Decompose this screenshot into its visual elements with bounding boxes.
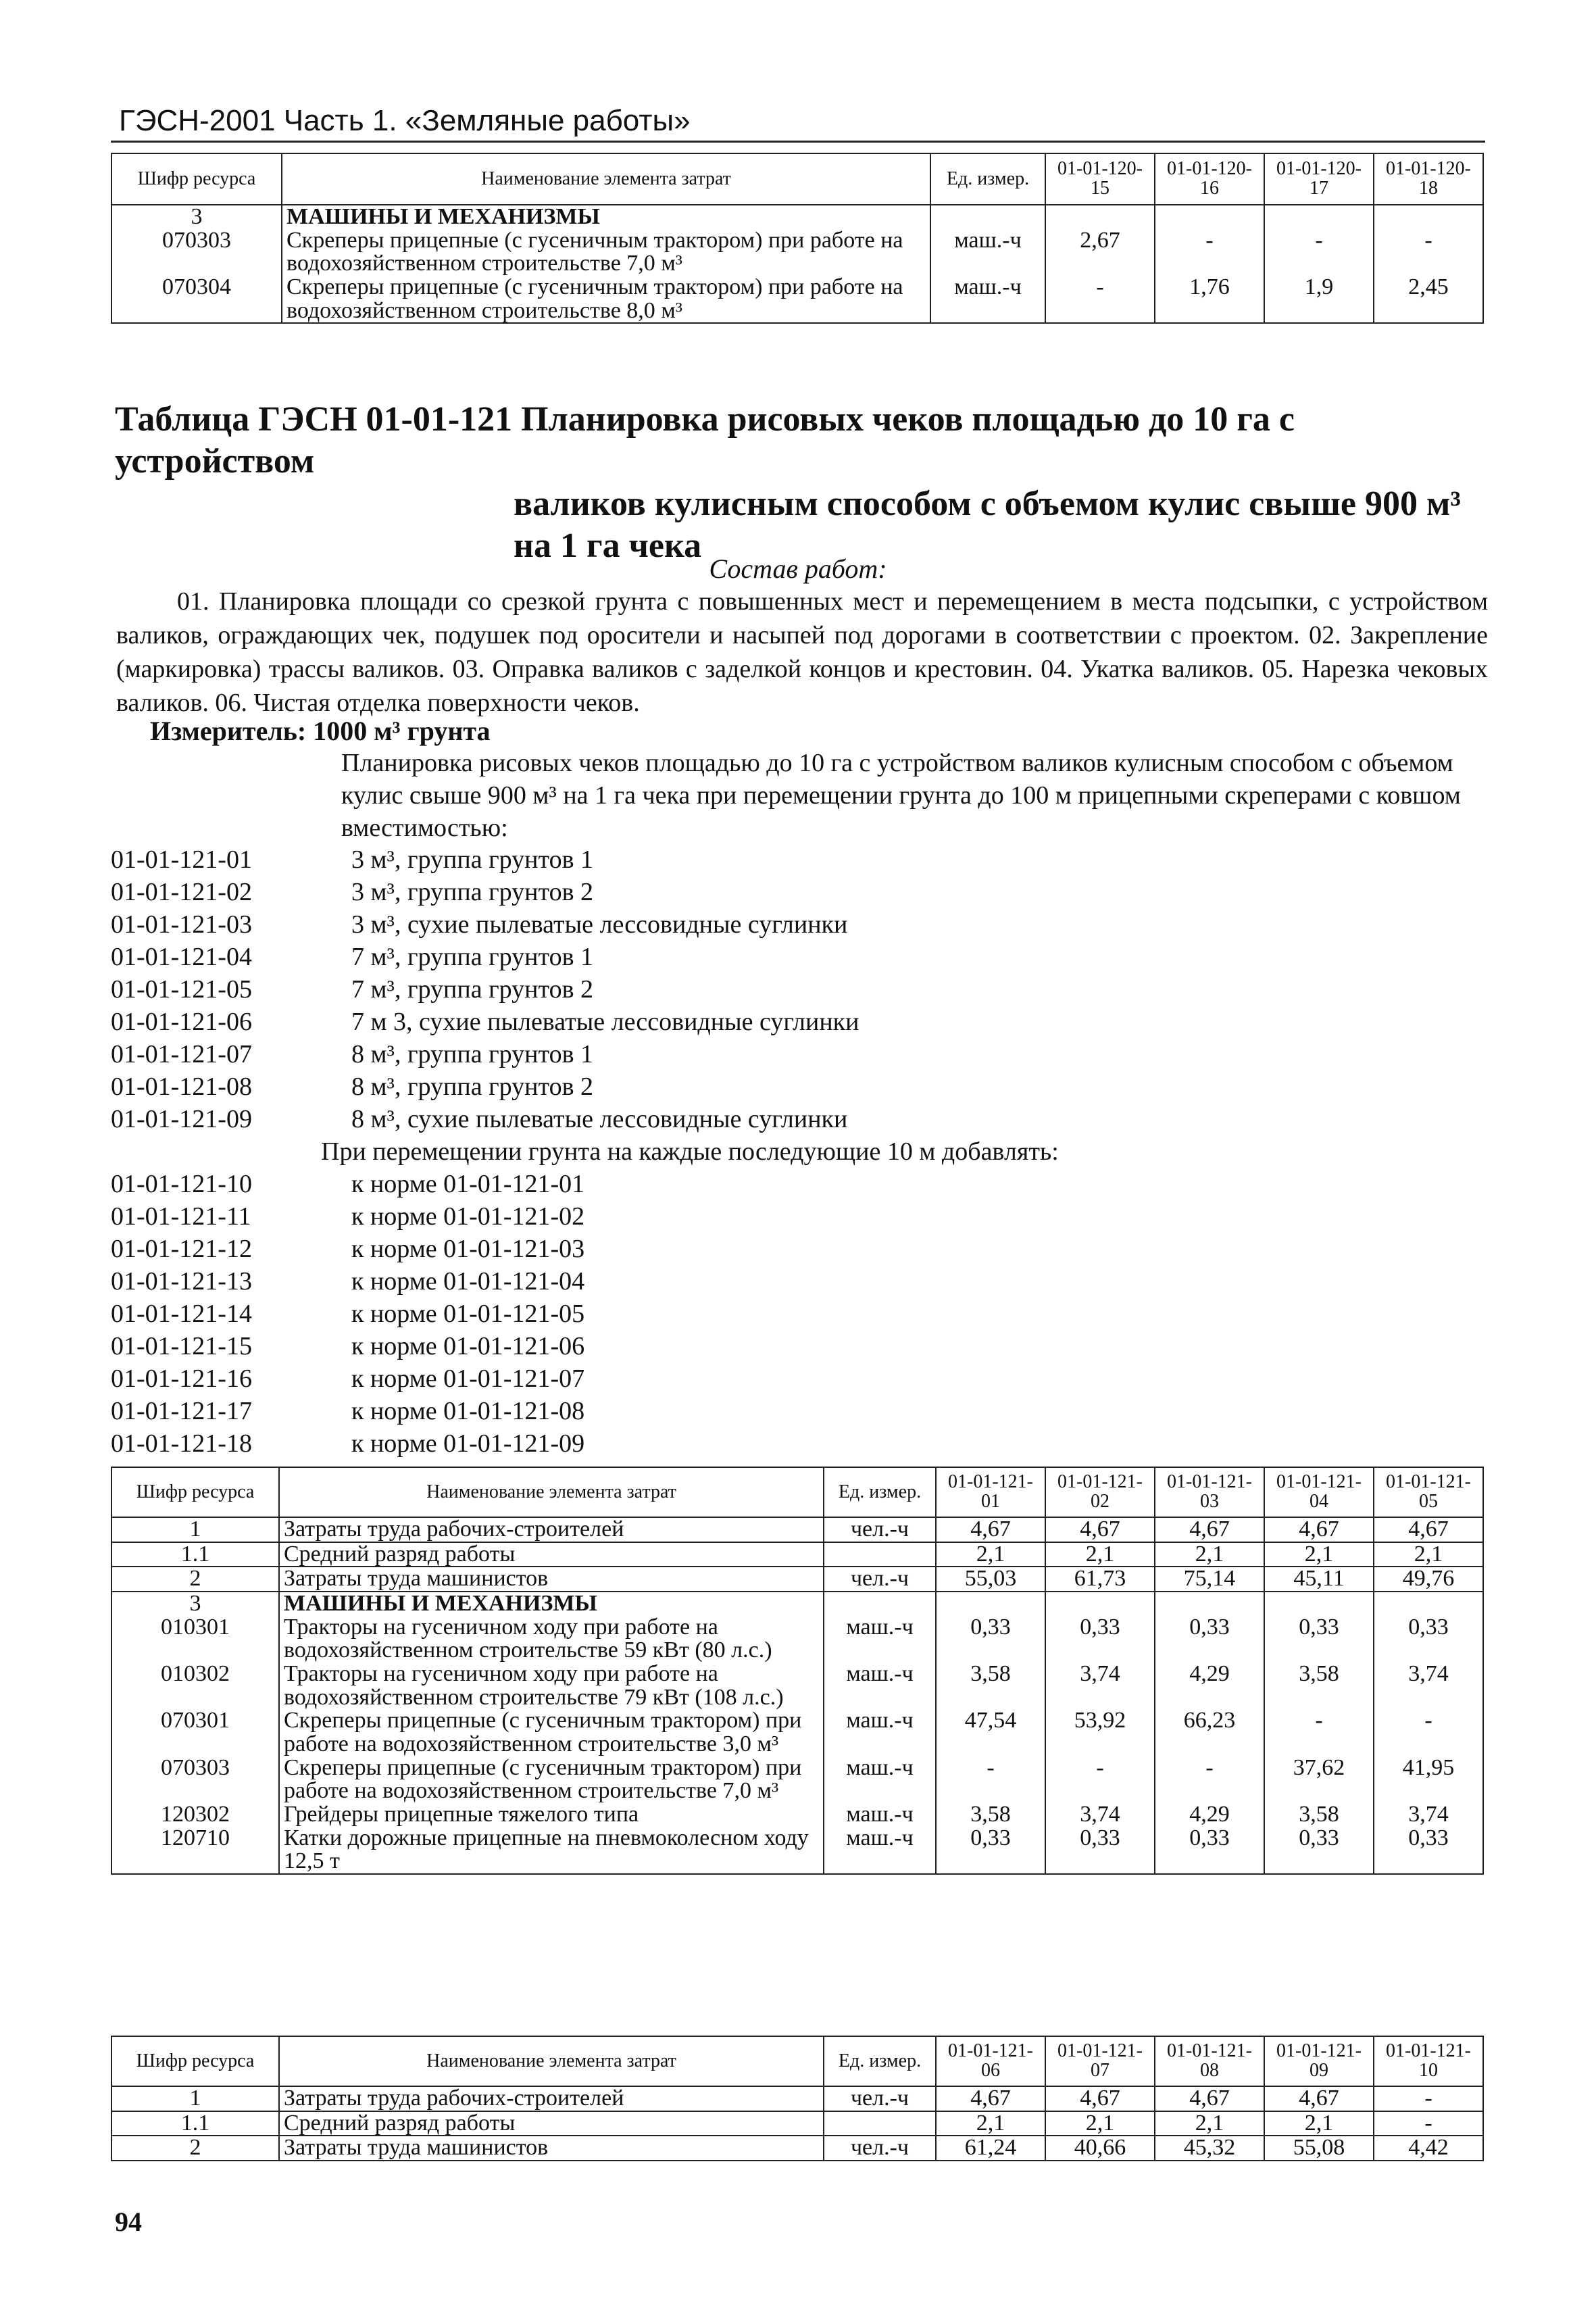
resource-code-cell: 070303 xyxy=(111,229,282,276)
value-cell: 3,58 xyxy=(1264,1663,1374,1709)
norm-column-header: 01-01-120-17 xyxy=(1264,153,1374,205)
unit-cell xyxy=(930,205,1045,229)
table-row xyxy=(111,276,1483,323)
norm-code: 01-01-121-17 xyxy=(111,1397,252,1425)
column-header: Наименование элемента затрат xyxy=(279,1467,824,1517)
unit-cell: чел.-ч xyxy=(824,1517,936,1542)
value-cell: - xyxy=(1374,229,1483,276)
table-row xyxy=(111,1827,1483,1874)
value-cell: - xyxy=(1155,1756,1264,1803)
column-header: Шифр ресурса xyxy=(111,2036,279,2086)
value-cell: 2,1 xyxy=(1045,2111,1155,2136)
norm-column-header: 01-01-121-10 xyxy=(1374,2036,1483,2086)
norm-code: 01-01-121-04 xyxy=(111,943,252,971)
value-cell: 0,33 xyxy=(1155,1616,1264,1663)
value-cell: 0,33 xyxy=(1264,1827,1374,1874)
table-row xyxy=(111,2086,1483,2111)
table-row xyxy=(111,1663,1483,1709)
column-header: Шифр ресурса xyxy=(111,1467,279,1517)
resource-code-cell: 1 xyxy=(111,2086,279,2111)
value-cell: 2,1 xyxy=(1155,1542,1264,1567)
resource-code-cell: 1.1 xyxy=(111,2111,279,2136)
norm-description: 3 м³, сухие пылеватые лессовидные суглинки xyxy=(351,910,848,939)
value-cell: 45,11 xyxy=(1264,1567,1374,1592)
spacer xyxy=(111,1135,252,1168)
value-cell: 1,76 xyxy=(1155,276,1264,323)
norm-code: 01-01-121-12 xyxy=(111,1235,252,1263)
value-cell: - xyxy=(1264,1709,1374,1756)
value-cell: - xyxy=(1155,229,1264,276)
value-cell: 0,33 xyxy=(936,1616,1045,1663)
table-row xyxy=(111,1616,1483,1663)
value-cell: 1,9 xyxy=(1264,276,1374,323)
norm-description: к норме 01-01-121-02 xyxy=(351,1202,585,1231)
resource-code-cell: 1 xyxy=(111,1517,279,1542)
table-row xyxy=(111,2111,1483,2136)
cost-element-cell: Затраты труда рабочих-строителей xyxy=(279,2086,824,2111)
value-cell: 2,1 xyxy=(1264,1542,1374,1567)
norm-code: 01-01-121-07 xyxy=(111,1040,252,1068)
norm-column-header: 01-01-121-05 xyxy=(1374,1467,1483,1517)
table-row xyxy=(111,1542,1483,1567)
unit-cell: маш.-ч xyxy=(824,1756,936,1803)
unit-cell: маш.-ч xyxy=(824,1827,936,1874)
cost-element-cell: Средний разряд работы xyxy=(279,2111,824,2136)
norm-description: 7 м³, группа грунтов 1 xyxy=(351,943,594,971)
value-cell: 2,1 xyxy=(1374,1542,1483,1567)
norm-column-header: 01-01-121-06 xyxy=(936,2036,1045,2086)
unit-cell: маш.-ч xyxy=(930,229,1045,276)
cost-element-cell: Затраты труда машинистов xyxy=(279,2136,824,2161)
norm-code: 01-01-121-08 xyxy=(111,1073,252,1101)
norm-code: 01-01-121-09 xyxy=(111,1105,252,1133)
norm-code: 01-01-121-02 xyxy=(111,878,252,906)
cost-element-cell: Грейдеры прицепные тяжелого типа xyxy=(279,1803,824,1827)
norm-description: к норме 01-01-121-07 xyxy=(351,1364,585,1393)
norm-column-header: 01-01-120-18 xyxy=(1374,153,1483,205)
value-cell: 2,1 xyxy=(1155,2111,1264,2136)
norm-description: к норме 01-01-121-06 xyxy=(351,1332,585,1360)
value-cell: 61,73 xyxy=(1045,1567,1155,1592)
norm-description: к норме 01-01-121-03 xyxy=(351,1235,585,1263)
resource-code-cell: 1.1 xyxy=(111,1542,279,1567)
table-row xyxy=(111,1709,1483,1756)
measure-unit: Измеритель: 1000 м³ грунта xyxy=(150,716,491,746)
value-cell: 55,08 xyxy=(1264,2136,1374,2161)
cost-element-cell: Затраты труда машинистов xyxy=(279,1567,824,1592)
norm-description: к норме 01-01-121-09 xyxy=(351,1429,585,1458)
unit-cell xyxy=(824,1542,936,1567)
norm-description: 7 м³, группа грунтов 2 xyxy=(351,975,594,1004)
unit-cell xyxy=(824,1592,936,1616)
page-number: 94 xyxy=(115,2207,142,2237)
resource-code-cell: 010302 xyxy=(111,1663,279,1709)
norm-column-header: 01-01-121-01 xyxy=(936,1467,1045,1517)
unit-cell: маш.-ч xyxy=(824,1616,936,1663)
table-row xyxy=(111,229,1483,276)
addition-note: При перемещении грунта на каждые последующие 10 м добавлять: xyxy=(321,1137,1059,1166)
value-cell: 49,76 xyxy=(1374,1567,1483,1592)
norm-column-header: 01-01-121-03 xyxy=(1155,1467,1264,1517)
norm-description: к норме 01-01-121-01 xyxy=(351,1170,585,1198)
cost-element-cell: Скреперы прицепные (с гусеничным трактором) при работе на водохозяйственном строительстве 7,0 м³ xyxy=(279,1756,824,1803)
column-header: Шифр ресурса xyxy=(111,153,282,205)
column-header: Ед. измер. xyxy=(824,2036,936,2086)
table-title-line-1: Таблица ГЭСН 01-01-121 Планировка рисовых чеков площадью до 10 га с устройством xyxy=(115,400,1295,481)
norm-column-header: 01-01-121-08 xyxy=(1155,2036,1264,2086)
table-row xyxy=(111,1803,1483,1827)
value-cell: 2,1 xyxy=(1045,1542,1155,1567)
column-header: Ед. измер. xyxy=(930,153,1045,205)
norm-description: к норме 01-01-121-04 xyxy=(351,1267,585,1296)
norm-description: 3 м³, группа грунтов 1 xyxy=(351,845,594,874)
norm-column-header: 01-01-121-02 xyxy=(1045,1467,1155,1517)
norm-code: 01-01-121-06 xyxy=(111,1008,252,1036)
cost-element-cell: Скреперы прицепные (с гусеничным трактором) при работе на водохозяйственном строительстве 3,0 м³ xyxy=(279,1709,824,1756)
unit-cell: чел.-ч xyxy=(824,2136,936,2161)
value-cell: 45,32 xyxy=(1155,2136,1264,2161)
cost-element-cell: Тракторы на гусеничном ходу при работе на водохозяйственном строительстве 79 кВт (108 л.с.) xyxy=(279,1663,824,1709)
value-cell: 2,1 xyxy=(936,2111,1045,2136)
value-cell: 3,74 xyxy=(1374,1663,1483,1709)
value-cell xyxy=(1155,1592,1264,1616)
composition-heading: Состав работ: xyxy=(709,553,887,584)
norm-descriptions-column xyxy=(321,843,1059,1460)
value-cell: - xyxy=(1374,2111,1483,2136)
value-cell: 4,29 xyxy=(1155,1663,1264,1709)
resource-code-cell: 120302 xyxy=(111,1803,279,1827)
norm-column-header: 01-01-121-07 xyxy=(1045,2036,1155,2086)
norm-code: 01-01-121-03 xyxy=(111,910,252,939)
value-cell: 0,33 xyxy=(1155,1827,1264,1874)
value-cell: 0,33 xyxy=(1045,1616,1155,1663)
resource-code-cell: 010301 xyxy=(111,1616,279,1663)
unit-cell: маш.-ч xyxy=(930,276,1045,323)
value-cell: 2,45 xyxy=(1374,276,1483,323)
value-cell xyxy=(1045,205,1155,229)
resource-code-cell: 3 xyxy=(111,205,282,229)
value-cell xyxy=(1264,1592,1374,1616)
norm-code: 01-01-121-18 xyxy=(111,1429,252,1458)
value-cell xyxy=(1045,1592,1155,1616)
norm-code: 01-01-121-13 xyxy=(111,1267,252,1296)
norm-code: 01-01-121-05 xyxy=(111,975,252,1004)
resource-table-121-b xyxy=(111,2036,1484,2161)
resource-code-cell: 120710 xyxy=(111,1827,279,1874)
value-cell: - xyxy=(1045,276,1155,323)
value-cell: 3,74 xyxy=(1374,1803,1483,1827)
value-cell: - xyxy=(1374,2086,1483,2111)
value-cell: 4,67 xyxy=(936,2086,1045,2111)
norm-code: 01-01-121-16 xyxy=(111,1364,252,1393)
unit-cell: маш.-ч xyxy=(824,1803,936,1827)
norm-intro: Планировка рисовых чеков площадью до 10 га с устройством валиков кулисным способом с объемом кулис свыше 900 м³ на 1 га чека при перемещении грунта до 100 м прицепными скреперами с ковшом вместимостью: xyxy=(341,749,1461,842)
value-cell: 4,29 xyxy=(1155,1803,1264,1827)
norm-column-header: 01-01-121-09 xyxy=(1264,2036,1374,2086)
cost-element-cell: Затраты труда рабочих-строителей xyxy=(279,1517,824,1542)
value-cell: 0,33 xyxy=(1045,1827,1155,1874)
value-cell: 2,67 xyxy=(1045,229,1155,276)
value-cell: 66,23 xyxy=(1155,1709,1264,1756)
value-cell: 4,67 xyxy=(1155,1517,1264,1542)
norm-description: 7 м 3, сухие пылеватые лессовидные суглинки xyxy=(351,1008,859,1036)
norm-description: 3 м³, группа грунтов 2 xyxy=(351,878,594,906)
value-cell: 4,67 xyxy=(1155,2086,1264,2111)
header-rule xyxy=(111,141,1485,143)
value-cell: 4,67 xyxy=(936,1517,1045,1542)
section-heading-cell: МАШИНЫ И МЕХАНИЗМЫ xyxy=(282,205,930,229)
value-cell: 2,1 xyxy=(1264,2111,1374,2136)
value-cell xyxy=(1155,205,1264,229)
value-cell: 53,92 xyxy=(1045,1709,1155,1756)
norm-code: 01-01-121-01 xyxy=(111,845,252,874)
norm-description: к норме 01-01-121-05 xyxy=(351,1300,585,1328)
norm-description: 8 м³, группа грунтов 1 xyxy=(351,1040,594,1068)
unit-cell: чел.-ч xyxy=(824,2086,936,2111)
unit-cell: маш.-ч xyxy=(824,1663,936,1709)
value-cell xyxy=(936,1592,1045,1616)
value-cell: - xyxy=(1045,1756,1155,1803)
resource-code-cell: 070301 xyxy=(111,1709,279,1756)
running-head: ГЭСН-2001 Часть 1. «Земляные работы» xyxy=(119,104,691,137)
value-cell: 55,03 xyxy=(936,1567,1045,1592)
column-header: Наименование элемента затрат xyxy=(282,153,930,205)
value-cell: 3,58 xyxy=(936,1663,1045,1709)
norm-code: 01-01-121-14 xyxy=(111,1300,252,1328)
value-cell: 0,33 xyxy=(1374,1827,1483,1874)
value-cell: 41,95 xyxy=(1374,1756,1483,1803)
value-cell: 3,74 xyxy=(1045,1663,1155,1709)
value-cell: 4,67 xyxy=(1264,1517,1374,1542)
unit-cell: чел.-ч xyxy=(824,1567,936,1592)
cost-element-cell: Катки дорожные прицепные на пневмоколесном ходу 12,5 т xyxy=(279,1827,824,1874)
norm-code: 01-01-121-15 xyxy=(111,1332,252,1360)
value-cell: 3,58 xyxy=(1264,1803,1374,1827)
resource-code-cell: 2 xyxy=(111,2136,279,2161)
norm-codes-column xyxy=(111,843,252,1460)
table-row xyxy=(111,2136,1483,2161)
norm-column-header: 01-01-120-15 xyxy=(1045,153,1155,205)
value-cell: 2,1 xyxy=(936,1542,1045,1567)
table-title-line-2: валиков кулисным способом с объемом кулис свыше 900 м³ на 1 га чека xyxy=(514,484,1461,566)
value-cell xyxy=(1374,205,1483,229)
value-cell: 47,54 xyxy=(936,1709,1045,1756)
unit-cell: маш.-ч xyxy=(824,1709,936,1756)
column-header: Наименование элемента затрат xyxy=(279,2036,824,2086)
value-cell xyxy=(1374,1592,1483,1616)
value-cell: 75,14 xyxy=(1155,1567,1264,1592)
value-cell: 3,58 xyxy=(936,1803,1045,1827)
section-heading-cell: МАШИНЫ И МЕХАНИЗМЫ xyxy=(279,1592,824,1616)
norm-column-header: 01-01-120-16 xyxy=(1155,153,1264,205)
value-cell: 4,42 xyxy=(1374,2136,1483,2161)
value-cell: - xyxy=(1374,1709,1483,1756)
norm-description: 8 м³, сухие пылеватые лессовидные суглинки xyxy=(351,1105,848,1133)
value-cell: 4,67 xyxy=(1374,1517,1483,1542)
resource-table-120 xyxy=(111,153,1484,324)
value-cell: 3,74 xyxy=(1045,1803,1155,1827)
resource-code-cell: 3 xyxy=(111,1592,279,1616)
table-row xyxy=(111,1517,1483,1542)
cost-element-cell: Средний разряд работы xyxy=(279,1542,824,1567)
value-cell: - xyxy=(1264,229,1374,276)
value-cell: 0,33 xyxy=(936,1827,1045,1874)
resource-code-cell: 070304 xyxy=(111,276,282,323)
table-row xyxy=(111,205,1483,229)
composition-text: 01. Планировка площади со срезкой грунта с повышенных мест и перемещением в места подсыпки, с устройством валиков, ограждающих чек, подушек под оросители и насыпей под дорогами в соответствии с проектом. 02. Закрепление (маркировка) трассы валиков. 03. Оправка валиков с заделкой концов и крестовин. 04. Укатка валиков. 05. Нарезка чековых валиков. 06. Чистая отделка поверхности чеков. xyxy=(116,587,1488,717)
value-cell: - xyxy=(936,1756,1045,1803)
value-cell: 0,33 xyxy=(1374,1616,1483,1663)
column-header: Ед. измер. xyxy=(824,1467,936,1517)
norm-code: 01-01-121-11 xyxy=(111,1202,251,1231)
norm-code: 01-01-121-10 xyxy=(111,1170,252,1198)
value-cell: 4,67 xyxy=(1045,2086,1155,2111)
resource-code-cell: 2 xyxy=(111,1567,279,1592)
resource-code-cell: 070303 xyxy=(111,1756,279,1803)
cost-element-cell: Скреперы прицепные (с гусеничным трактором) при работе на водохозяйственном строительстве 7,0 м³ xyxy=(282,229,930,276)
table-row xyxy=(111,1592,1483,1616)
table-title xyxy=(115,399,1500,568)
resource-table-121-a xyxy=(111,1467,1484,1875)
unit-cell xyxy=(824,2111,936,2136)
value-cell xyxy=(1264,205,1374,229)
norm-column-header: 01-01-121-04 xyxy=(1264,1467,1374,1517)
value-cell: 4,67 xyxy=(1264,2086,1374,2111)
table-row xyxy=(111,1756,1483,1803)
cost-element-cell: Тракторы на гусеничном ходу при работе на водохозяйственном строительстве 59 кВт (80 л.с.) xyxy=(279,1616,824,1663)
value-cell: 0,33 xyxy=(1264,1616,1374,1663)
value-cell: 61,24 xyxy=(936,2136,1045,2161)
norm-description: 8 м³, группа грунтов 2 xyxy=(351,1073,594,1101)
value-cell: 40,66 xyxy=(1045,2136,1155,2161)
value-cell: 4,67 xyxy=(1045,1517,1155,1542)
cost-element-cell: Скреперы прицепные (с гусеничным трактором) при работе на водохозяйственном строительстве 8,0 м³ xyxy=(282,276,930,323)
table-row xyxy=(111,1567,1483,1592)
norm-description: к норме 01-01-121-08 xyxy=(351,1397,585,1425)
value-cell: 37,62 xyxy=(1264,1756,1374,1803)
